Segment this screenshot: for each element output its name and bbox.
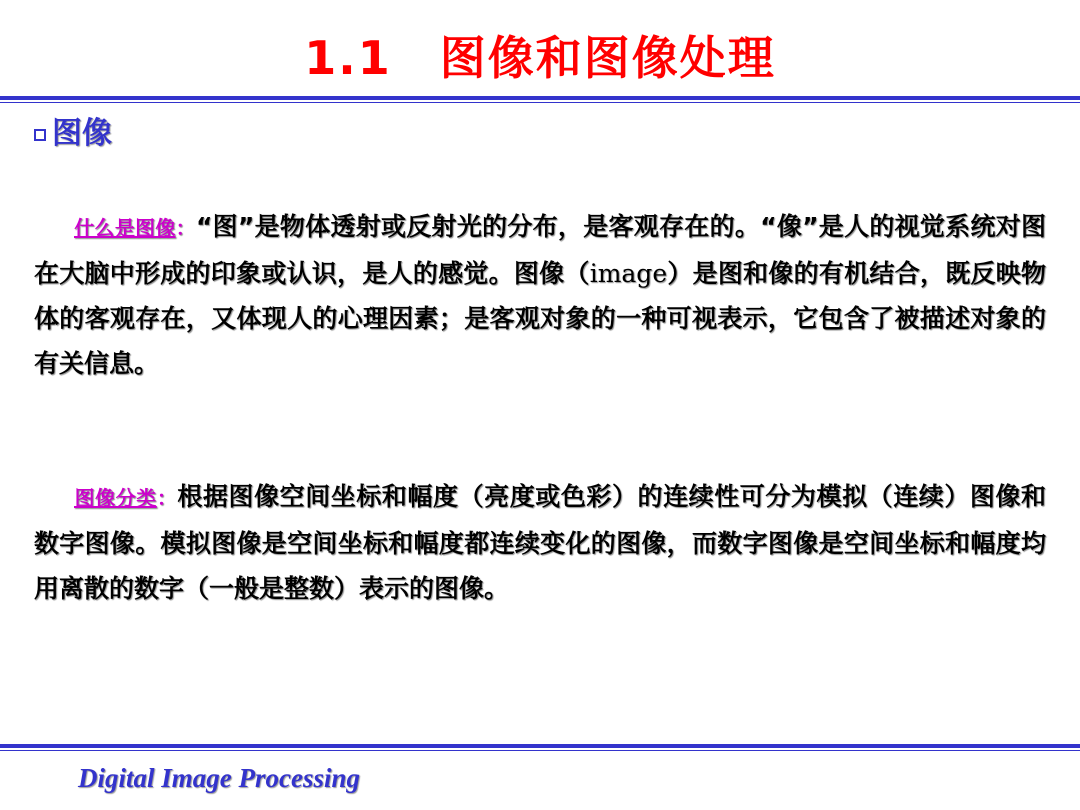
footer-divider-thin: [0, 750, 1080, 751]
paragraph-image-classification: [34, 474, 1046, 611]
paragraph-what-is-image: [34, 204, 1046, 386]
slide-title: 1.1 图像和图像处理: [304, 31, 776, 85]
footer-course-name: Digital Image Processing: [78, 763, 360, 793]
paragraph-text: “图”是物体透射或反射光的分布，是客观存在的。“像”是人的视觉系统对图在大脑中形成的印象或认识，是人的感觉。图像（: [34, 212, 1047, 288]
header-divider: [0, 96, 1080, 100]
paragraph-text: 根据图像空间坐标和幅度（亮度或色彩）的连续性可分为模拟（连续）图像和数字图像。模拟图像是空间坐标和幅度都连续变化的图像，而数字图像是空间坐标和幅度均用离散的数字（一般是整数）表示的图像。: [34, 482, 1047, 603]
paragraph-label-colon: ：: [156, 486, 178, 510]
section-heading: [34, 112, 112, 156]
paragraph-text-continued: ）是图和像的有机结合，既反映物体的客观存在，又体现人的心理因素；是客观对象的一种可视表示，它包含了被描述对象的有关信息。: [34, 259, 1046, 378]
paragraph-label: 什么是图像: [74, 216, 176, 240]
paragraph-term: image: [589, 259, 668, 288]
header-divider-thin: [0, 102, 1080, 103]
section-heading-text: 图像: [52, 116, 112, 151]
square-bullet-icon: [34, 129, 46, 141]
paragraph-label: 图像分类: [74, 486, 157, 510]
paragraph-label-colon: ：: [175, 216, 196, 240]
footer-divider: [0, 744, 1080, 748]
